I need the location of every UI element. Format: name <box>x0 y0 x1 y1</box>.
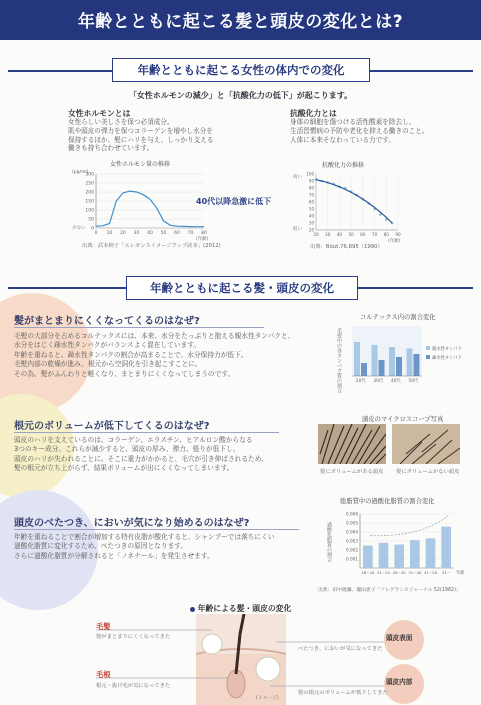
micro-right-caption: 髪にボリュームがない頭皮 <box>396 469 460 475</box>
page-title: 年齢とともに起こる髪と頭皮の変化とは? <box>77 12 404 32</box>
q3-underline <box>14 529 299 530</box>
x-tick-label: 60 <box>174 231 180 236</box>
x-tick-label: 20代 <box>355 379 366 384</box>
cortex-y-label: 毛髪中の各タンパク質の割合 <box>336 328 342 393</box>
section1-title: 年齢とともに起こる女性の体内での変化 <box>112 58 370 82</box>
y-tick-label: 30 <box>308 220 314 226</box>
x-tick-label: 41~50 <box>423 570 438 575</box>
hormone-series-line <box>96 191 204 227</box>
y-tick-label: 250 <box>85 181 94 187</box>
y-tick-label: 0.001 <box>346 556 358 562</box>
x-tick-label: 60 <box>360 232 366 237</box>
inner-label: 頭皮内部 <box>386 678 413 686</box>
x-tick-label: 40 <box>336 232 343 237</box>
lipid-chart-title: 総脂質中の過酸化脂質の割合変化 <box>340 498 435 505</box>
x-tick-label: 30代 <box>373 379 384 384</box>
cortex-bar-hydrophilic <box>372 345 378 376</box>
y-tick-label: 50 <box>308 206 314 212</box>
x-tick-label: 21~25 <box>376 570 391 575</box>
hormone-source: 出典：武本柿子「エレガンスイメージアップ読本」(2012) <box>82 243 221 249</box>
y-low-label: 少ない <box>72 226 86 231</box>
decline-label: 40代以降急激に低下 <box>196 197 272 206</box>
x-tick-label: 30 <box>325 232 331 237</box>
x-tick-label: 70 <box>187 231 194 236</box>
lipid-bar <box>426 538 436 568</box>
micro-photo-no-volume <box>392 424 460 464</box>
x-tick-label: 50 <box>160 231 167 236</box>
y-tick-label: 60 <box>308 199 314 205</box>
antiox-chart-title: 抗酸化力の推移 <box>322 162 365 169</box>
image-note: (イメージ) <box>256 696 279 701</box>
x-tick-label: 80 <box>201 231 207 236</box>
micro-title: 頭皮のマイクロスコープ写真 <box>362 416 444 423</box>
pore-label: 毛根 <box>96 670 111 679</box>
q2-underline <box>14 432 279 433</box>
hormone-chart <box>70 166 210 244</box>
lipid-bar <box>379 543 389 568</box>
x-tick-label: 26~30 <box>392 570 406 575</box>
cortex-chart-title: コルテックス内の割合変化 <box>360 314 436 321</box>
cortex-bar-hydrophobic <box>396 357 402 376</box>
micro-left-caption: 髪にボリュームがある頭皮 <box>320 469 384 475</box>
q3-title: 頭皮のべたつき、においが気になり始めるのはなぜ? <box>14 518 250 529</box>
q2-body: 頭皮のハリを支えているのは、コラーゲン、エラスチン、ヒアルロン酸からなる 3つのキー成分。これらが減少すると、頭皮の厚み、弾力、張りが低下し、 頭皮のハリが失われることに。そこに重力がかかると、毛穴が引き伸ばされるため、 髪の根元が立ち上がらず、結果ボリュームが出にくくなってしまいます。 <box>14 436 268 473</box>
antiox-text: 身体の細胞を傷つける活性酸素を除去し、 生活習慣病の予防や老化を抑える働きのこと。 人体に本来そなわっている力です。 <box>290 118 429 144</box>
hair-label: 毛髪 <box>96 622 111 631</box>
q1-title: 髪がまとまりにくくなってくるのはなぜ? <box>14 316 200 327</box>
x-tick-label: 70 <box>371 232 378 237</box>
cortex-bar-hydrophobic <box>379 360 385 376</box>
y-tick-label: 50 <box>88 217 94 223</box>
lipid-source: 出典：旧中隆彌、瀬田恵子「フレグランスジャーナル 52(1982)」 <box>318 588 461 593</box>
pore-desc: 根元・抜け毛が気になってきた <box>96 683 171 689</box>
cortex-bar-hydrophilic <box>354 342 360 376</box>
cortex-chart <box>346 322 476 386</box>
hormone-chart-title: 女性ホルモン量の推移 <box>110 161 171 168</box>
cortex-bar-hydrophobic <box>414 354 420 376</box>
y-tick-label: 90 <box>308 178 314 184</box>
lipid-bar <box>363 546 373 569</box>
y-tick-label: 40 <box>308 213 314 219</box>
x-tick-label: 16~20 <box>361 570 375 575</box>
y-tick-label: 150 <box>85 199 94 205</box>
surface-label: 頭皮表面 <box>386 634 413 642</box>
y-tick-label: 0.002 <box>346 547 358 553</box>
antiox-trend-line <box>316 180 392 223</box>
y-tick-label: 300 <box>85 172 94 178</box>
cortex-bar-hydrophilic <box>389 347 395 376</box>
y-tick-label: 100 <box>85 208 94 214</box>
y-tick-label: 70 <box>308 192 314 198</box>
y-unit: (pg/ml) <box>72 170 89 175</box>
lipid-bar <box>410 540 420 568</box>
y-low-label: 低い <box>293 227 302 232</box>
y-tick-label: 0.006 <box>346 511 358 517</box>
x-unit: (年齢) <box>388 239 401 244</box>
y-high-label: 高い <box>293 175 302 180</box>
y-tick-label: 80 <box>308 185 314 191</box>
y-tick-label: 200 <box>85 190 94 196</box>
lipid-bar <box>441 527 451 568</box>
q2-title: 根元のボリュームが低下してくるのはなぜ? <box>14 421 210 432</box>
x-unit: (年齢) <box>196 237 209 242</box>
antiox-chart <box>292 168 407 246</box>
diagram-title: 年齢による髪・頭皮の変化 <box>0 603 481 614</box>
hair-desc: 髪がまとまりにくくなってきた <box>96 634 171 640</box>
micro-photo-volume <box>318 424 386 464</box>
y-tick-label: 0.003 <box>346 538 358 544</box>
x-tick-label: 90 <box>395 232 401 237</box>
y-tick-label: 0.004 <box>346 529 358 535</box>
x-tick-label: 50代 <box>408 379 419 384</box>
section1-lead: 「女性ホルモンの減少」と「抗酸化力の低下」が起こります。 <box>128 91 353 100</box>
q3-body: 年齢を重ねることで割合が増加する特有皮脂が酸化すると、シャンプーでは落ちにくい 過酸化脂質に変化するため、べたつきの原因となります。 さらに過酸化脂質が分解されると「ノネナール」を発生させます。 <box>14 533 275 560</box>
inner-desc: 髪の根元のボリュームが低下してきた <box>298 690 388 696</box>
x-tick-label: 0 <box>94 231 98 236</box>
antiox-source: 出典：Biozi,76,895（1990） <box>310 244 383 250</box>
x-tick-label: 40代 <box>390 379 401 384</box>
legend-label: 親水性タンパク <box>432 347 462 352</box>
x-tick-label: 50 <box>348 232 354 237</box>
legend-swatch <box>426 355 430 359</box>
x-tick-label: 10 <box>106 231 113 236</box>
surface-desc: べたつき、においが気になってきた <box>298 646 383 652</box>
cortex-bar-hydrophobic <box>361 363 367 376</box>
q1-underline <box>14 327 264 328</box>
y-tick-label: 0 <box>91 226 94 232</box>
lipid-trend-arrow <box>370 516 448 536</box>
x-unit: 年齢 <box>456 571 465 576</box>
x-tick-label: 80 <box>383 232 389 237</box>
legend-label: 疎水性タンパク <box>432 356 462 361</box>
y-tick-label: 20 <box>308 227 314 233</box>
x-tick-label: 20 <box>313 232 319 237</box>
cortex-bar-hydrophilic <box>407 349 413 377</box>
section2-title: 年齢とともに起こる髪・頭皮の変化 <box>126 276 358 300</box>
hormone-text: 女性らしい美しさを保つ必須成分。 肌や頭皮の弾力を保つコラーゲンを増やし水分を 保持するほか、髪にハリを与え、しっかり支える 働きも持ち合わせています。 <box>68 118 214 153</box>
header-banner <box>0 0 481 40</box>
q1-body: 毛髪の大部分を占めるコルテックスには、本来、水分をたっぷりと抱える親水性タンパクと、 水分をはじく疎水性タンパクがバランスよく混在しています。 年齢を重ねると、疎水性タンパクの割合が高まることで、水分保持力が低下。 毛髪内部の乾燥が進み、根元から空洞化を引き起こすことに。 その為、髪がふんわりと軽くなり、まとまりにくくなってしまうのです。 <box>14 332 295 378</box>
lipid-bar <box>394 545 404 568</box>
x-tick-label: 31~40 <box>408 570 422 575</box>
antiox-heading: 抗酸化力とは <box>290 109 337 118</box>
x-tick-label: 30 <box>133 231 140 236</box>
hormone-heading: 女性ホルモンとは <box>68 109 131 118</box>
legend-swatch <box>426 346 430 350</box>
lipid-chart <box>334 506 474 582</box>
y-tick-label: 100 <box>306 171 314 177</box>
x-tick-label: 40 <box>147 231 153 236</box>
x-tick-label: 20 <box>120 231 126 236</box>
lipid-y-label: 過酸化脂質の割合 <box>326 522 332 562</box>
x-tick-label: 51~ <box>442 570 451 575</box>
y-tick-label: 0.005 <box>346 520 358 526</box>
